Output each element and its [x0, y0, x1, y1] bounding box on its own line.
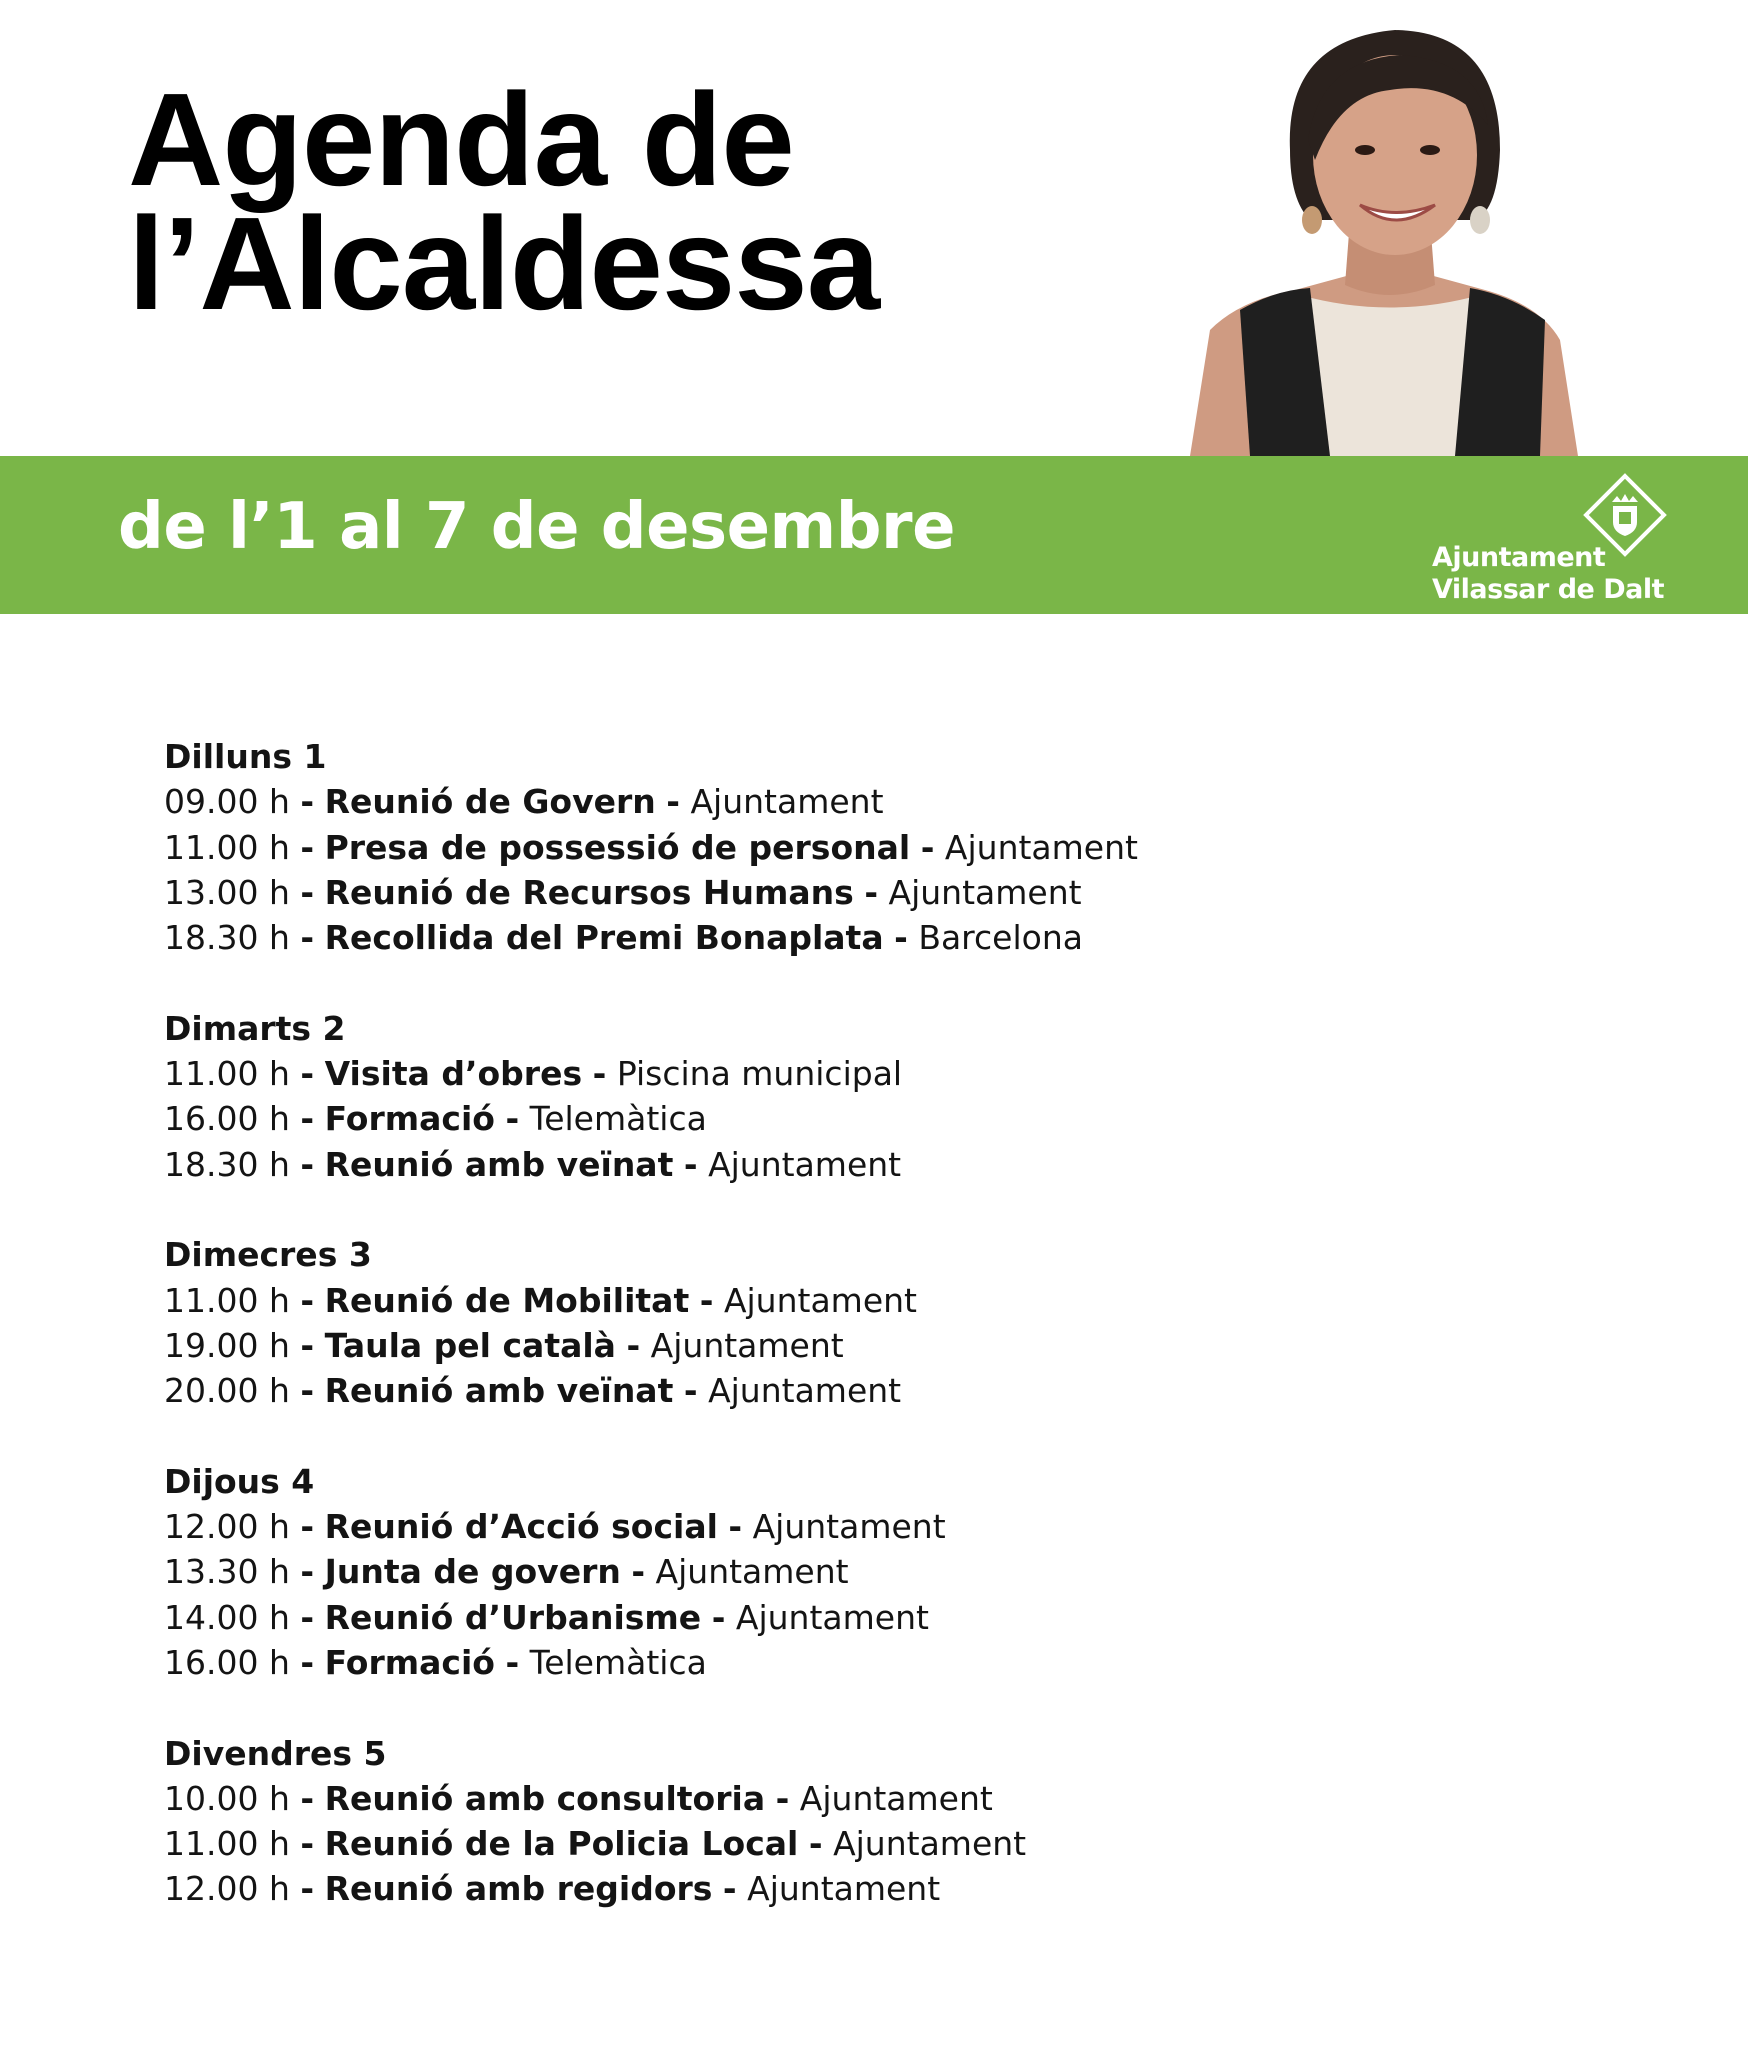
event-time: 13.30 h	[164, 1552, 290, 1592]
event-place: Ajuntament	[650, 1325, 844, 1365]
logo-line-2: Vilassar de Dalt	[1432, 574, 1665, 605]
event-title: Visita d’obres	[324, 1054, 583, 1094]
day-heading: Dimarts 2	[164, 1008, 346, 1048]
agenda-event	[164, 1595, 1614, 1640]
event-separator: -	[699, 1280, 714, 1320]
event-place: Ajuntament	[708, 1144, 902, 1184]
event-time: 14.00 h	[164, 1597, 290, 1637]
event-time: 12.00 h	[164, 1507, 290, 1547]
mayor-portrait-icon	[1180, 20, 1600, 456]
event-time: 19.00 h	[164, 1325, 290, 1365]
event-separator: -	[864, 872, 879, 912]
event-place: Ajuntament	[655, 1552, 849, 1592]
event-separator: -	[300, 872, 315, 912]
agenda-day	[164, 734, 1614, 960]
event-separator: -	[300, 1054, 315, 1094]
agenda-day	[164, 1731, 1614, 1912]
event-place: Ajuntament	[690, 782, 884, 822]
event-place: Ajuntament	[888, 872, 1082, 912]
event-separator: -	[300, 1325, 315, 1365]
event-separator: -	[300, 1371, 315, 1411]
event-separator: -	[626, 1325, 641, 1365]
date-banner	[0, 456, 1748, 614]
event-title: Reunió amb veïnat	[324, 1371, 674, 1411]
event-title: Reunió de la Policia Local	[324, 1824, 799, 1864]
agenda-event	[164, 1504, 1614, 1549]
event-time: 18.30 h	[164, 918, 290, 958]
page-title	[128, 66, 880, 337]
day-heading: Dijous 4	[164, 1461, 315, 1501]
agenda-event	[164, 779, 1614, 824]
event-time: 18.30 h	[164, 1144, 290, 1184]
agenda-event	[164, 1051, 1614, 1096]
event-separator: -	[631, 1552, 646, 1592]
event-separator: -	[775, 1778, 790, 1818]
event-separator: -	[300, 1869, 315, 1909]
event-separator: -	[683, 1144, 698, 1184]
event-separator: -	[300, 1507, 315, 1547]
event-title: Reunió d’Urbanisme	[324, 1597, 702, 1637]
event-time: 16.00 h	[164, 1642, 290, 1682]
event-place: Ajuntament	[723, 1280, 917, 1320]
event-separator: -	[300, 1280, 315, 1320]
event-separator: -	[300, 1778, 315, 1818]
event-separator: -	[300, 1099, 315, 1139]
event-time: 12.00 h	[164, 1869, 290, 1909]
event-separator: -	[300, 1552, 315, 1592]
event-separator: -	[300, 1824, 315, 1864]
event-separator: -	[666, 782, 680, 822]
agenda-event	[164, 1640, 1614, 1685]
agenda-list	[164, 734, 1614, 1957]
event-separator: -	[592, 1054, 607, 1094]
event-title: Formació	[324, 1099, 495, 1139]
event-time: 11.00 h	[164, 1824, 290, 1864]
event-separator: -	[894, 918, 908, 958]
event-title: Formació	[324, 1642, 495, 1682]
event-separator: -	[300, 1642, 315, 1682]
event-separator: -	[300, 782, 315, 822]
ajuntament-logo	[1430, 466, 1690, 606]
agenda-event	[164, 1821, 1614, 1866]
event-title: Presa de possessió de personal	[324, 827, 911, 867]
event-place: Ajuntament	[833, 1824, 1027, 1864]
event-place: Piscina municipal	[616, 1054, 903, 1094]
agenda-event	[164, 870, 1614, 915]
event-place: Ajuntament	[944, 827, 1138, 867]
event-place: Barcelona	[918, 918, 1083, 958]
event-time: 10.00 h	[164, 1778, 290, 1818]
event-time: 11.00 h	[164, 1054, 290, 1094]
agenda-event	[164, 1866, 1614, 1911]
event-title: Junta de govern	[324, 1552, 621, 1592]
agenda-event	[164, 825, 1614, 870]
day-heading: Divendres 5	[164, 1733, 387, 1773]
event-separator: -	[711, 1597, 726, 1637]
event-place: Ajuntament	[752, 1507, 946, 1547]
agenda-event	[164, 1096, 1614, 1141]
event-title: Reunió amb regidors	[324, 1869, 713, 1909]
event-time: 09.00 h	[164, 782, 290, 822]
event-place: Ajuntament	[735, 1597, 929, 1637]
event-time: 11.00 h	[164, 1280, 290, 1320]
agenda-event	[164, 1323, 1614, 1368]
event-place: Ajuntament	[799, 1778, 993, 1818]
event-separator: -	[505, 1642, 520, 1682]
title-line-2: l’Alcaldessa	[128, 190, 880, 337]
event-title: Reunió de Recursos Humans	[324, 872, 854, 912]
event-separator: -	[920, 827, 935, 867]
event-separator: -	[300, 1144, 315, 1184]
event-separator: -	[683, 1371, 698, 1411]
date-range: de l’1 al 7 de desembre	[118, 490, 955, 564]
agenda-day	[164, 1459, 1614, 1685]
event-place: Ajuntament	[747, 1869, 941, 1909]
logo-line-1: Ajuntament	[1432, 542, 1606, 573]
event-title: Reunió amb veïnat	[324, 1144, 674, 1184]
event-time: 20.00 h	[164, 1371, 290, 1411]
agenda-day	[164, 1232, 1614, 1413]
event-time: 11.00 h	[164, 827, 290, 867]
event-title: Reunió amb consultoria	[324, 1778, 766, 1818]
event-separator: -	[722, 1869, 737, 1909]
event-separator: -	[300, 1597, 315, 1637]
event-separator: -	[300, 827, 315, 867]
event-title: Recollida del Premi Bonaplata	[324, 918, 884, 958]
event-separator: -	[300, 918, 315, 958]
event-place: Ajuntament	[708, 1371, 902, 1411]
day-heading: Dilluns 1	[164, 737, 327, 776]
agenda-event	[164, 915, 1614, 960]
event-place: Telemàtica	[529, 1099, 707, 1139]
agenda-event	[164, 1549, 1614, 1594]
event-place: Telemàtica	[529, 1642, 707, 1682]
title-line-1: Agenda de	[128, 66, 794, 213]
event-title: Taula pel català	[324, 1325, 616, 1365]
agenda-day	[164, 1006, 1614, 1187]
event-separator: -	[505, 1099, 520, 1139]
event-time: 13.00 h	[164, 872, 290, 912]
agenda-event	[164, 1278, 1614, 1323]
event-separator: -	[808, 1824, 823, 1864]
agenda-event	[164, 1368, 1614, 1413]
event-title: Reunió de Govern	[324, 782, 656, 822]
event-separator: -	[728, 1507, 743, 1547]
event-time: 16.00 h	[164, 1099, 290, 1139]
agenda-event	[164, 1776, 1614, 1821]
event-title: Reunió de Mobilitat	[324, 1280, 690, 1320]
day-heading: Dimecres 3	[164, 1235, 372, 1275]
event-title: Reunió d’Acció social	[324, 1507, 718, 1547]
agenda-event	[164, 1142, 1614, 1187]
